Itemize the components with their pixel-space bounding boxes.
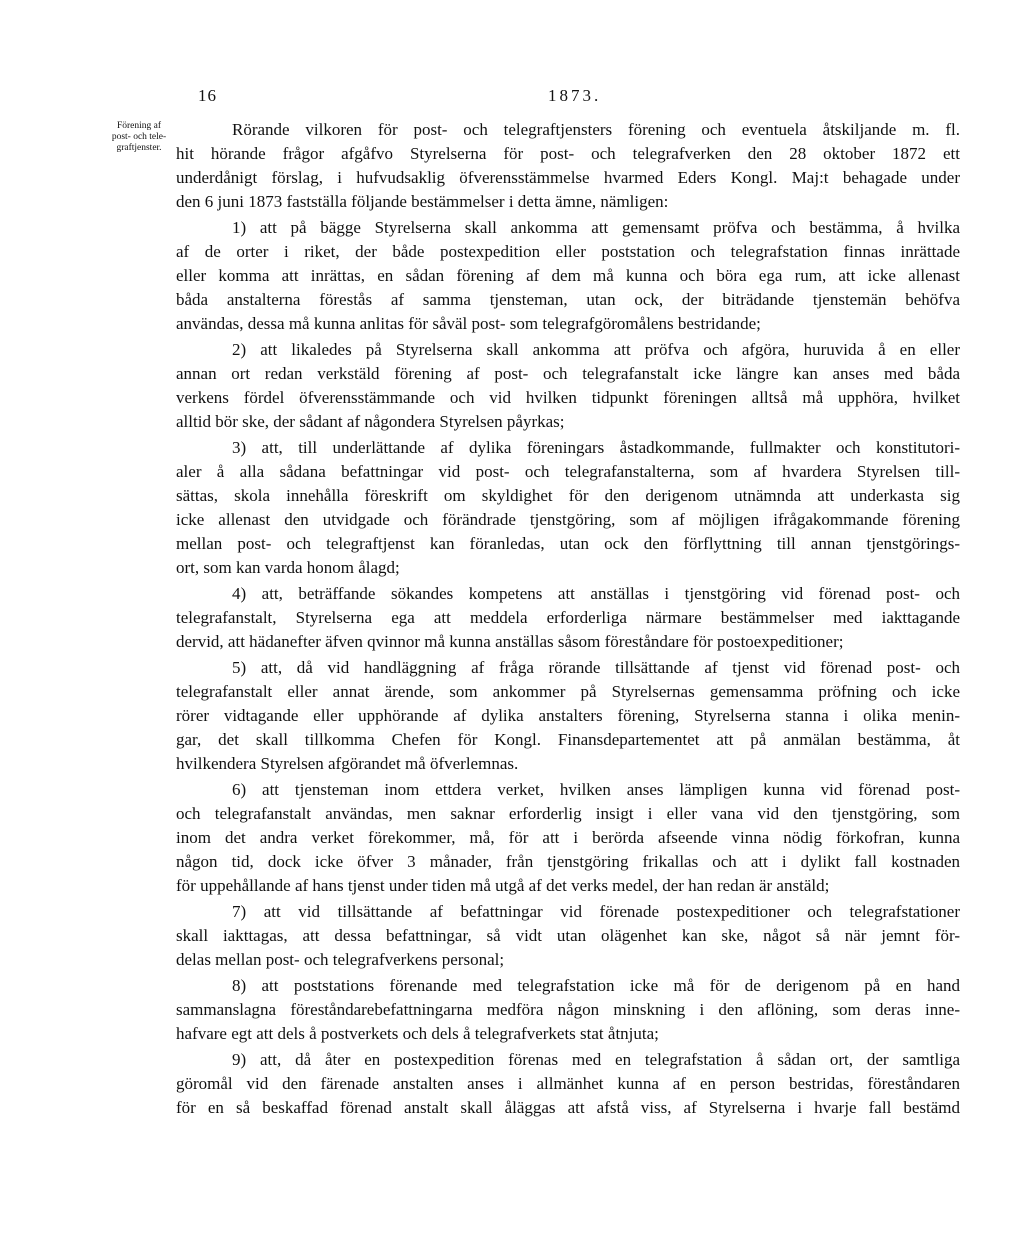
text-line: Rörande vilkoren för post- och telegraftjensters förening och eventuela åtskiljande m. fl. bbox=[232, 120, 960, 139]
text-line: 7) att vid tillsättande af befattningar vid förenade postexpeditioner och telegrafstationer bbox=[232, 902, 960, 921]
text-line: 3) att, till underlättande af dylika föreningars åstadkommande, fullmakter och konstitutori- bbox=[232, 438, 960, 457]
text-line: för uppehållande af hans tjenst under tiden må utgå af det verks medel, der han redan är anstäld; bbox=[176, 876, 830, 895]
margin-note-line: graftjenster. bbox=[116, 143, 162, 153]
text-line: skall iakttagas, att dessa befattningar, så vidt utan olägenhet kan ske, något så när jemnt för- bbox=[176, 926, 960, 945]
text-line: sättas, skola innehålla föreskrift om skyldighet för den derigenom utnämnda att underkasta sig bbox=[176, 486, 960, 505]
text-line: annan ort redan verkstäld förening af post- och telegrafanstalt icke längre kan anses med båda bbox=[176, 364, 960, 383]
text-line: eller komma att inrättas, en sådan förening af dem må kunna och böra ega rum, att icke allenast bbox=[176, 266, 960, 285]
text-line: inom det andra verket förekommer, må, för att i berörda afseende vinna nödig förkofran, kunna bbox=[176, 828, 960, 847]
margin-note bbox=[104, 121, 174, 154]
text-line: för en så beskaffad förenad anstalt skall åläggas att afstå viss, af Styrelserna i hvarje fall bestämd bbox=[176, 1098, 960, 1117]
text-line: 5) att, då vid handläggning af fråga rörande tillsättande af tjenst vid förenad post- och bbox=[232, 658, 960, 677]
text-line: hit hörande frågor afgåfvo Styrelserna för post- och telegrafverken den 28 oktober 1872 ett bbox=[176, 144, 960, 163]
text-line: 8) att poststations förenande med telegrafstation icke må för de derigenom på en hand bbox=[232, 976, 960, 995]
text-line: någon tid, dock icke öfver 3 månader, från tjenstgöring frikallas och att i dylikt fall kostnaden bbox=[176, 852, 960, 871]
text-line: verkens fördel öfverensstämmande och vid hvilken tidpunkt föreningen alltså må upphöra, hvilket bbox=[176, 388, 960, 407]
text-line: dervid, att hädanefter äfven qvinnor må kunna anställas såsom föreståndare för postoexpeditioner; bbox=[176, 632, 844, 651]
margin-note-line: post- och tele- bbox=[111, 132, 167, 142]
page-year: 1873. bbox=[548, 86, 602, 105]
text-line: göromål vid den färenade anstalten anses i allmänhet kunna af en person bestridas, föreståndaren bbox=[176, 1074, 960, 1093]
text-line: och telegrafanstalt användas, men saknar erforderlig insigt i eller vana vid den tjenstgöring, som bbox=[176, 804, 960, 823]
text-line: telegrafanstalt eller annat ärende, som ankommer på Styrelsernas gemensamma pröfning och icke bbox=[176, 682, 960, 701]
text-line: användas, dessa må kunna anlitas för såväl post- som telegrafgöromålens bestridande; bbox=[176, 314, 761, 333]
text-line: 4) att, beträffande sökandes kompetens att anställas i tjenstgöring vid förenad post- och bbox=[232, 584, 960, 603]
text-line: aler å alla sådana befattningar vid post- och telegrafanstalterna, som af hvardera Styrelsen till- bbox=[176, 462, 960, 481]
text-line: hafvare egt att dels å postverkets och dels å telegrafverkets stat åtnjuta; bbox=[176, 1024, 659, 1043]
text-line: 6) att tjensteman inom ettdera verket, hvilken anses lämpligen kunna vid förenad post- bbox=[232, 780, 960, 799]
text-line: af de orter i riket, der både postexpedition eller poststation och telegrafstation finnas inrättade bbox=[176, 242, 960, 261]
text-line: hvilkendera Styrelsen afgörandet må öfverlemnas. bbox=[176, 754, 519, 773]
text-line: underdånigt förslag, i hufvudsaklig öfverensstämmelse hvarmed Eders Kongl. Maj:t behagade under bbox=[176, 168, 960, 187]
text-line: 1) att på bägge Styrelserna skall ankomma att gemensamt pröfva och bestämma, å hvilka bbox=[232, 218, 960, 237]
text-line: gar, det skall tillkomma Chefen för Kongl. Finansdepartementet att på anmälan bestämma, åt bbox=[176, 730, 960, 749]
text-line: den 6 juni 1873 fastställa följande bestämmelser i detta ämne, nämligen: bbox=[176, 192, 669, 211]
page-number: 16 bbox=[198, 86, 217, 105]
text-line: båda anstalterna förestås af samma tjensteman, utan ock, der biträdande tjenstemän behöfva bbox=[176, 290, 960, 309]
text-line: rörer vidtagande eller upphörande af dylika anstalters förening, Styrelserna stanna i olika menin- bbox=[176, 706, 960, 725]
text-line: icke allenast den utvidgade och förändrade tjenstgöring, som af möjligen ifrågakommande förening bbox=[176, 510, 960, 529]
text-line: 2) att likaledes på Styrelserna skall ankomma att pröfva och afgöra, huruvida å en eller bbox=[232, 340, 960, 359]
text-line: sammanslagna föreståndarebefattningarna medföra någon minskning i den aflöning, som deras inne- bbox=[176, 1000, 960, 1019]
text-line: mellan post- och telegraftjenst kan föranledas, utan ock den förflyttning till annan tjenstgörings- bbox=[176, 534, 960, 553]
text-line: delas mellan post- och telegrafverkens personal; bbox=[176, 950, 505, 969]
margin-note-line: Förening af bbox=[116, 121, 162, 131]
text-line: telegrafanstalt, Styrelserna ega att meddela erforderliga närmare bestämmelser med iakttagande bbox=[176, 608, 960, 627]
text-line: ort, som kan varda honom ålagd; bbox=[176, 558, 400, 577]
text-line: 9) att, då åter en postexpedition förenas med en telegrafstation å sådan ort, der samtliga bbox=[232, 1050, 960, 1069]
text-line: alltid bör ske, der sådant af någondera Styrelsen påyrkas; bbox=[176, 412, 565, 431]
